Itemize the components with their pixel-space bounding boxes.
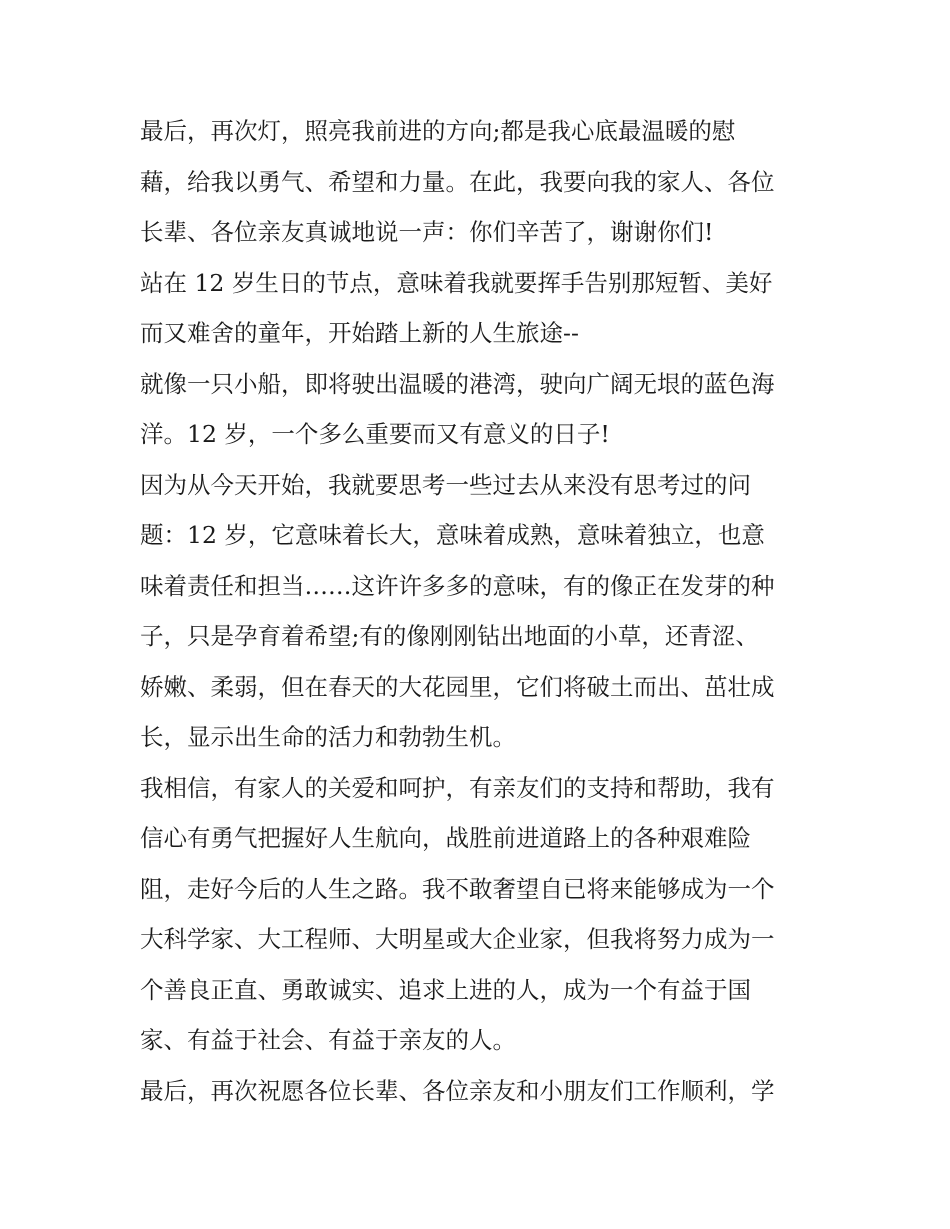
text-line: 娇嫩、柔弱，但在春天的大花园里，它们将破土而出、茁壮成 bbox=[140, 672, 775, 701]
text-line: 因为从今天开始，我就要思考一些过去从来没有思考过的问 bbox=[140, 470, 751, 499]
text-line: 阻，走好今后的人生之路。我不敢奢望自已将来能够成为一个 bbox=[140, 874, 775, 903]
text-line: 味着责任和担当……这许许多多的意味，有的像正在发芽的种 bbox=[140, 571, 775, 600]
text-line: 站在 12 岁生日的节点，意味着我就要挥手告别那短暂、美好 bbox=[140, 268, 773, 297]
text-line: 长辈、各位亲友真诚地说一声：你们辛苦了，谢谢你们! bbox=[140, 218, 714, 246]
text-line: 藉，给我以勇气、希望和力量。在此，我要向我的家人、各位 bbox=[140, 167, 775, 196]
text-line: 大科学家、大工程师、大明星或大企业家，但我将努力成为一 bbox=[140, 925, 775, 953]
text-line: 信心有勇气把握好人生航向，战胜前进道路上的各种艰难险 bbox=[140, 824, 751, 852]
body-text bbox=[140, 106, 820, 1116]
text-line: 就像一只小船，即将驶出温暖的港湾，驶向广阔无垠的蓝色海 bbox=[140, 369, 775, 398]
text-line: 题：12 岁，它意味着长大，意味着成熟，意味着独立，也意 bbox=[140, 521, 765, 549]
text-line: 最后，再次灯，照亮我前进的方向;都是我心底最温暖的慰 bbox=[140, 117, 736, 145]
text-line: 长，显示出生命的活力和勃勃生机。 bbox=[140, 723, 516, 751]
text-line: 我相信，有家人的关爱和呵护，有亲友们的支持和帮助，我有 bbox=[140, 773, 775, 802]
text-line: 子，只是孕育着希望;有的像刚刚钻出地面的小草，还青涩、 bbox=[140, 622, 759, 650]
text-line: 个善良正直、勇敢诚实、追求上进的人，成为一个有益于国 bbox=[140, 975, 751, 1004]
text-line: 洋。12 岁，一个多么重要而又有意义的日子! bbox=[140, 420, 610, 448]
text-line: 最后，再次祝愿各位长辈、各位亲友和小朋友们工作顺利，学 bbox=[140, 1076, 775, 1105]
text-line: 家、有益于社会、有益于亲友的人。 bbox=[140, 1026, 516, 1054]
text-line: 而又难舍的童年，开始踏上新的人生旅途-- bbox=[140, 319, 579, 347]
